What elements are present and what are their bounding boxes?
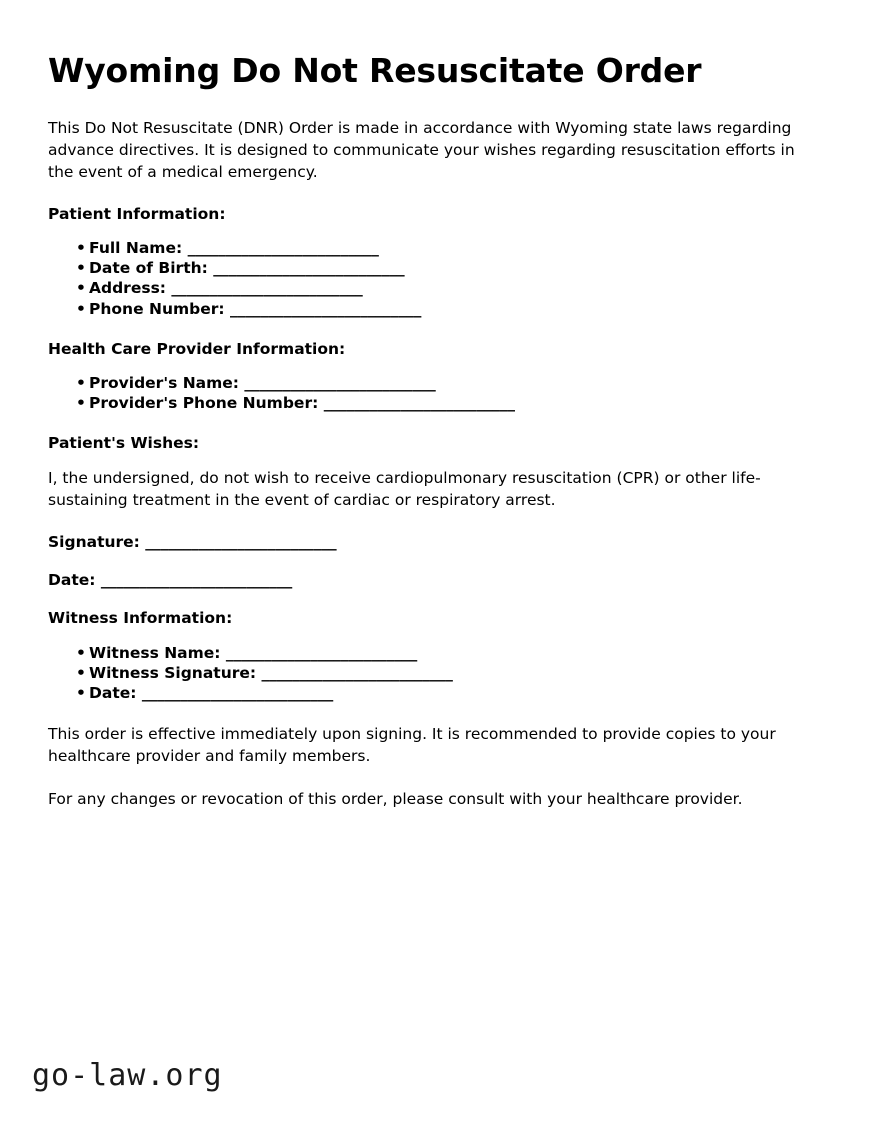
site-watermark: go-law.org [32, 1058, 223, 1093]
signature-label: Signature: [48, 533, 140, 552]
field-blank-line[interactable]: _________________________ [213, 259, 405, 278]
list-item [76, 258, 821, 278]
date-blank-line[interactable]: _________________________ [100, 571, 293, 590]
date-line [48, 570, 821, 590]
section-heading-patient-wishes: Patient's Wishes: [48, 434, 200, 453]
field-label: Witness Signature: [89, 663, 257, 682]
list-item [76, 299, 821, 319]
list-item [76, 643, 821, 663]
field-blank-line[interactable]: _________________________ [141, 683, 334, 702]
intro-paragraph: This Do Not Resuscitate (DNR) Order is made in accordance with Wyoming state laws regarding advance directives. It is designed to communicate your wishes regarding resuscitation efforts in the event of a medical emergency. [48, 118, 795, 181]
field-blank-line[interactable]: _________________________ [225, 643, 418, 662]
list-item [76, 238, 821, 258]
field-label: Phone Number: [89, 299, 225, 318]
section-heading-witness-information: Witness Information: [48, 609, 233, 628]
list-item [76, 683, 821, 703]
field-label: Witness Name: [89, 643, 221, 662]
closing-paragraph-effective: This order is effective immediately upon signing. It is recommended to provide copies to your healthcare provider and family members. [48, 725, 776, 766]
section-heading-patient-information: Patient Information: [48, 204, 226, 223]
signature-blank-line[interactable]: _________________________ [145, 533, 337, 552]
field-blank-line[interactable]: _________________________ [187, 239, 379, 258]
field-blank-line[interactable]: _________________________ [230, 299, 422, 318]
witness-information-field-list [48, 643, 821, 703]
list-item [76, 393, 821, 413]
field-label: Full Name: [89, 239, 183, 258]
document-content [48, 52, 821, 831]
list-item [76, 373, 821, 393]
field-blank-line[interactable]: _________________________ [261, 663, 453, 682]
signature-line [48, 532, 821, 552]
field-blank-line[interactable]: _________________________ [171, 279, 363, 298]
provider-information-field-list [48, 373, 821, 413]
section-heading-provider-information: Health Care Provider Information: [48, 339, 346, 358]
patient-information-field-list [48, 238, 821, 319]
page-title: Wyoming Do Not Resuscitate Order [48, 51, 702, 90]
field-label: Provider's Phone Number: [89, 393, 319, 412]
field-blank-line[interactable]: _________________________ [244, 373, 436, 392]
list-item [76, 278, 821, 298]
date-label: Date: [48, 571, 96, 590]
field-label: Address: [89, 279, 166, 298]
closing-paragraph-revocation: For any changes or revocation of this order, please consult with your healthcare provider. [48, 790, 743, 809]
list-item [76, 663, 821, 683]
field-label: Provider's Name: [89, 373, 239, 392]
field-label: Date: [89, 683, 137, 702]
patient-wishes-statement: I, the undersigned, do not wish to receive cardiopulmonary resuscitation (CPR) or other life-sustaining treatment in the event of cardiac or respiratory arrest. [48, 469, 761, 510]
field-blank-line[interactable]: _________________________ [323, 393, 515, 412]
field-label: Date of Birth: [89, 259, 208, 278]
